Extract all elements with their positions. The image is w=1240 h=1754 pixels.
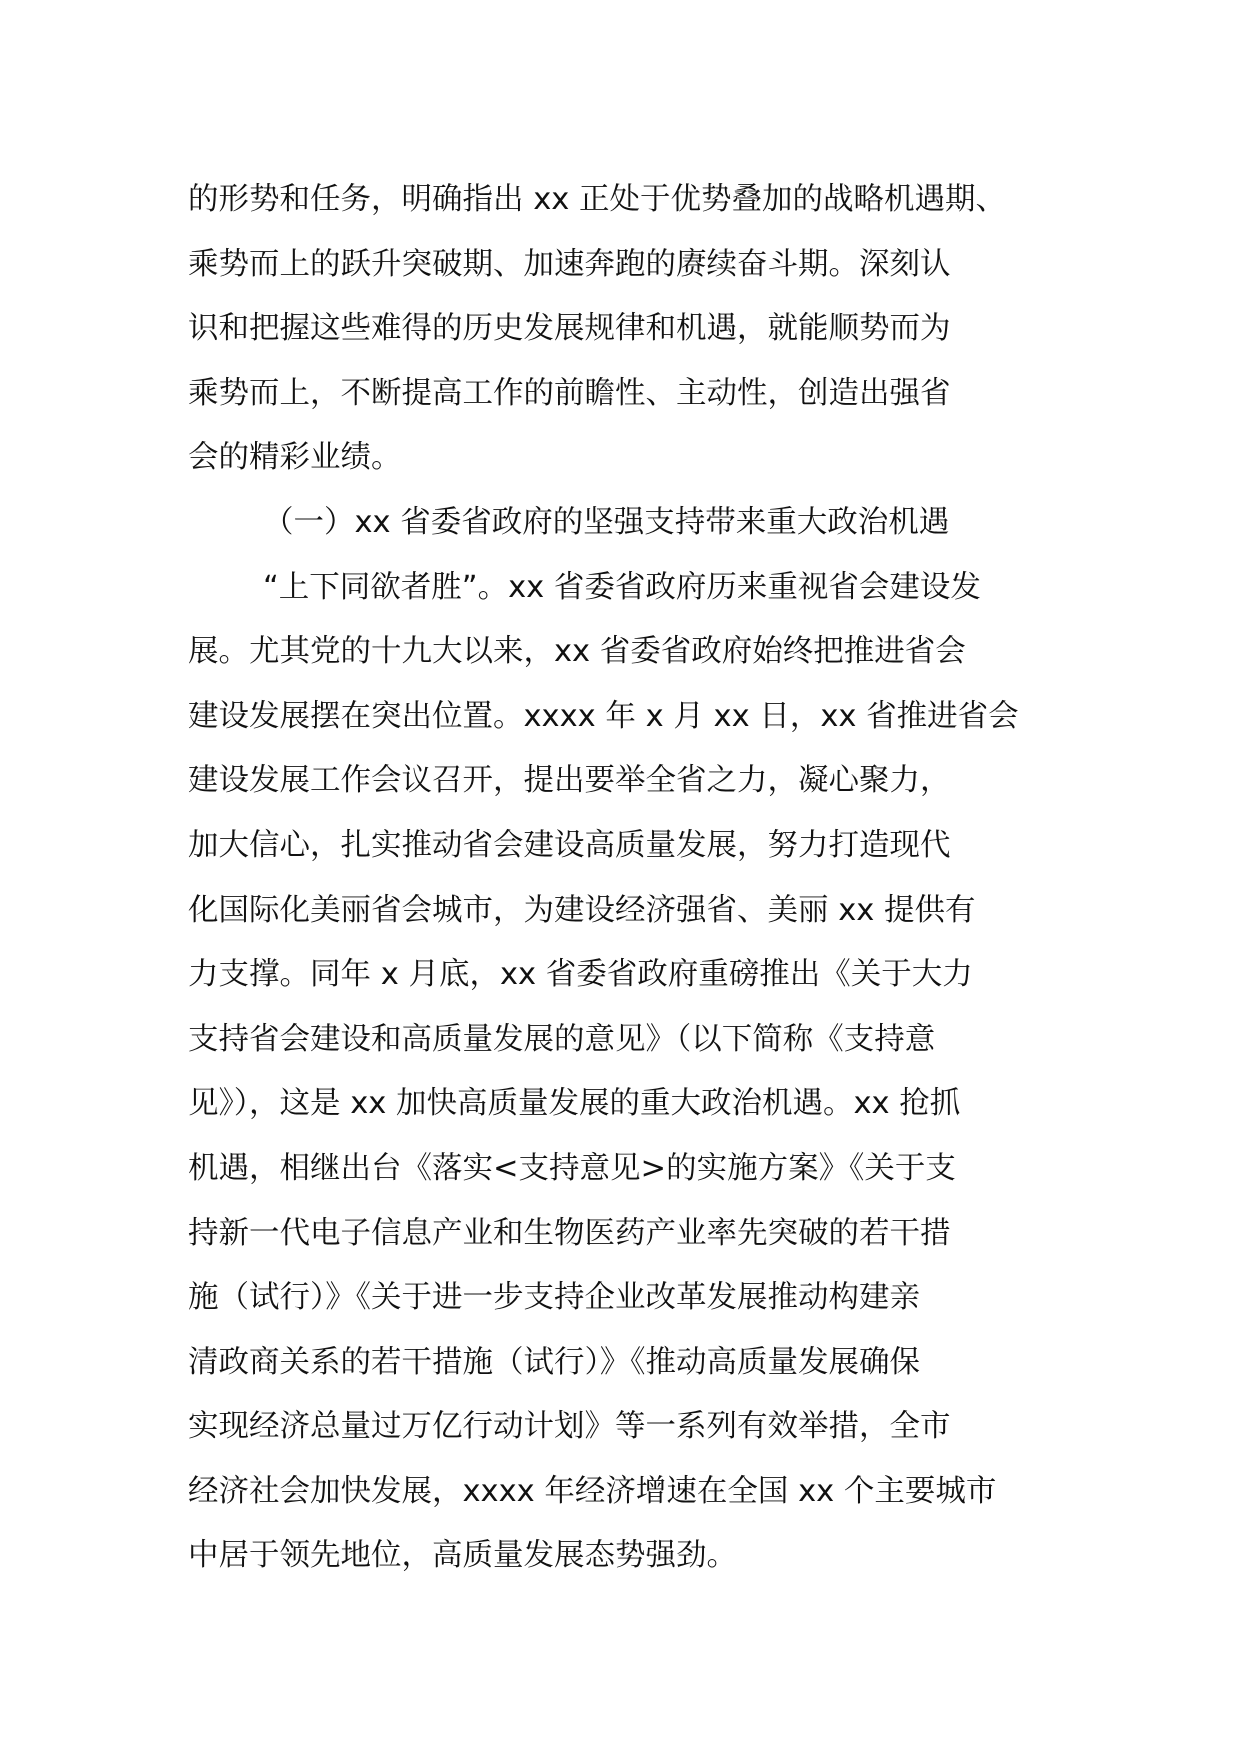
text-line: 识和把握这些难得的历史发展规律和机遇，就能顺势而为 <box>188 311 951 347</box>
text-line: 乘势而上的跃升突破期、加速奔跑的赓续奋斗期。深刻认 <box>188 246 951 282</box>
text-line: 实现经济总量过万亿行动计划》等一系列有效举措，全市 <box>188 1409 951 1445</box>
text-line: 展。尤其党的十九大以来，xx 省委省政府始终把推进省会 <box>188 634 966 670</box>
text-line: 加大信心，扎实推动省会建设高质量发展，努力打造现代 <box>188 827 951 863</box>
text-line: 机遇，相继出台《落实<支持意见>的实施方案》《关于支 <box>188 1150 956 1186</box>
text-line: 施（试行）》《关于进一步支持企业改革发展推动构建亲 <box>188 1280 920 1316</box>
text-line: 持新一代电子信息产业和生物医药产业率先突破的若干措 <box>188 1215 951 1251</box>
text-line: 建设发展摆在突出位置。xxxx 年 x 月 xx 日，xx 省推进省会 <box>188 698 1019 734</box>
text-line: 见》），这是 xx 加快高质量发展的重大政治机遇。xx 抢抓 <box>188 1086 961 1122</box>
text-line: 的形势和任务，明确指出 xx 正处于优势叠加的战略机遇期、 <box>188 182 1006 217</box>
text-line: 力支撑。同年 x 月底，xx 省委省政府重磅推出《关于大力 <box>188 957 973 993</box>
text-line: 清政商关系的若干措施（试行）》《推动高质量发展确保 <box>188 1344 920 1380</box>
text-line: 建设发展工作会议召开，提出要举全省之力，凝心聚力， <box>188 763 951 799</box>
text-line: 经济社会加快发展，xxxx 年经济增速在全国 xx 个主要城市 <box>188 1473 997 1509</box>
section-heading: （一）xx 省委省政府的坚强支持带来重大政治机遇 <box>263 504 950 540</box>
document-body <box>188 168 1058 1589</box>
text-line: 支持省会建设和高质量发展的意见》（以下简称《支持意 <box>188 1021 936 1057</box>
paragraph-first-line: “上下同欲者胜”。xx 省委省政府历来重视省会建设发 <box>263 569 981 605</box>
text-line: 会的精彩业绩。 <box>188 440 402 476</box>
text-line: 化国际化美丽省会城市，为建设经济强省、美丽 xx 提供有 <box>188 892 976 928</box>
text-line: 中居于领先地位，高质量发展态势强劲。 <box>188 1538 737 1574</box>
text-line: 乘势而上，不断提高工作的前瞻性、主动性，创造出强省 <box>188 375 951 411</box>
